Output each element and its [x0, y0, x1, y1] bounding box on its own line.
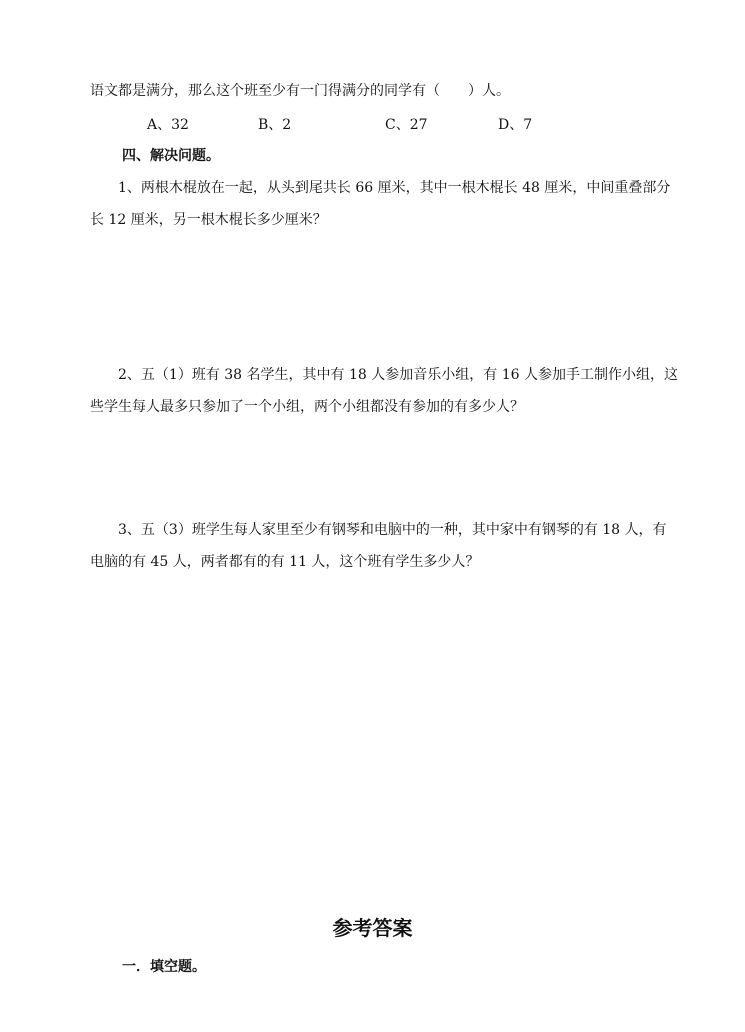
answer-title: 参考答案 — [332, 916, 413, 940]
option-b: B、2 — [258, 117, 292, 133]
question-continuation: 语文都是满分，那么这个班至少有一门得满分的同学有（ ）人。 — [90, 83, 510, 99]
answer-section1-title: 一．填空题。 — [122, 959, 206, 975]
option-c: C、27 — [385, 117, 428, 133]
problem2-line1: 2、五（1）班有 38 名学生，其中有 18 人参加音乐小组，有 16 人参加手工制作小组，这 — [118, 367, 678, 383]
option-a: A、32 — [147, 117, 189, 133]
problem2-line2: 些学生每人最多只参加了一个小组，两个小组都没有参加的有多少人？ — [90, 399, 524, 415]
problem3-line1: 3、五（3）班学生每人家里至少有钢琴和电脑中的一种，其中家中有钢琴的有 18 人，有 — [118, 522, 667, 538]
problem3-line2: 电脑的有 45 人，两者都有的有 11 人，这个班有学生多少人？ — [90, 554, 480, 570]
problem1-line1: 1、两根木棍放在一起，从头到尾共长 66 厘米，其中一根木棍长 48 厘米，中间重叠部分 — [118, 180, 671, 196]
problem1-line2: 长 12 厘米，另一根木棍长多少厘米？ — [90, 212, 327, 228]
option-d: D、7 — [498, 117, 533, 133]
section4-title: 四、解决问题。 — [122, 148, 220, 164]
